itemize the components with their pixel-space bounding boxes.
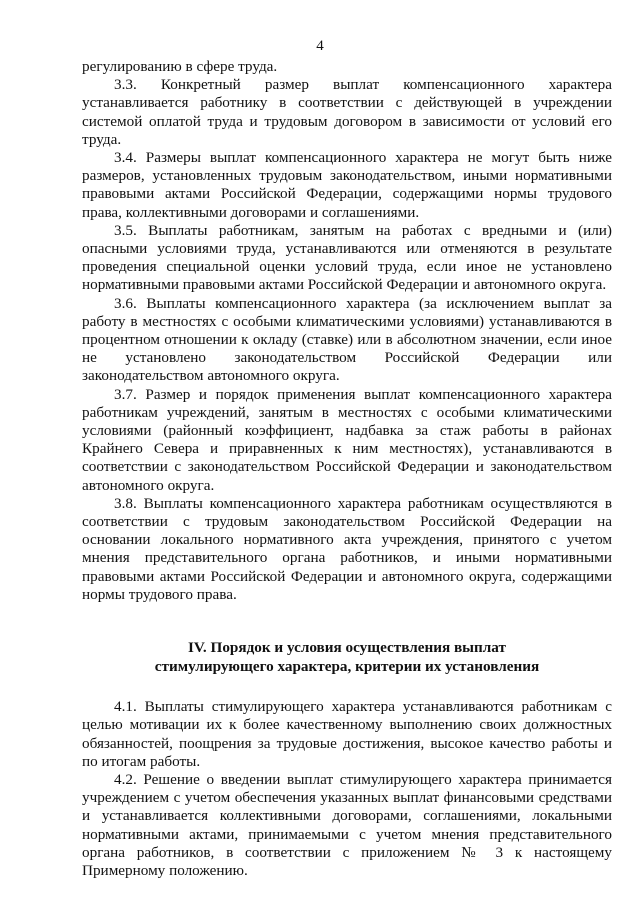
paragraph-3-5: 3.5. Выплаты работникам, занятым на работах с вредными и (или) опасными условиями труда, устанавливаются или отменяются в результате проведения специальной оценки условий труда, если иное не установлено нормативными правовыми актами Российской Федерации и автономного округа. [82, 221, 612, 294]
section-heading-line-1: IV. Порядок и условия осуществления выплат [188, 639, 506, 657]
paragraph-3-6: 3.6. Выплаты компенсационного характера (за исключением выплат за работу в местностях с особыми климатическими условиями) устанавливаются в процентном отношении к окладу (ставке) или в абсолютном значении, если иное не установлено законодательством Российской Федерации или законодательством автономного округа. [82, 294, 612, 385]
section-heading-line-2: стимулирующего характера, критерии их установления [154, 658, 540, 676]
paragraph-3-3: 3.3. Конкретный размер выплат компенсационного характера устанавливается работнику в соответствии с действующей в учреждении системой оплатой труда и трудовым договором в зависимости от условий его труда. [82, 76, 612, 148]
paragraph-continuation: регулированию в сфере труда. [82, 58, 278, 75]
paragraph-4-1: 4.1. Выплаты стимулирующего характера устанавливаются работникам с целью мотивации их к более качественному выполнению своих должностных обязанностей, поощрения за трудовые достижения, высокое качество работы и по итогам работы. [82, 698, 612, 770]
paragraph-3-7: 3.7. Размер и порядок применения выплат компенсационного характера работникам учреждений, занятым в местностях с особыми климатическими условиями (районный коэффициент, надбавка за стаж работы в районах Крайнего Севера и приравненных к ним местностях), устанавливаются в соответствии с законодательством Российской Федерации и законодательством автономного округа. [82, 385, 612, 494]
paragraph-3-4: 3.4. Размеры выплат компенсационного характера не могут быть ниже размеров, установленных трудовым законодательством, иными нормативными правовыми актами Российской Федерации, содержащими нормы трудового права, коллективными договорами и соглашениями. [82, 149, 612, 221]
document-body [82, 58, 612, 880]
paragraph-4-2: 4.2. Решение о введении выплат стимулирующего характера принимается учреждением с учетом обеспечения указанных выплат финансовыми средствами и устанавливается коллективными договорами, соглашениями, локальными нормативными актами, принимаемыми с учетом мнения представительного органа работников, в соответствии с приложением № 3 к настоящему Примерному положению. [82, 770, 612, 879]
paragraph-3-8: 3.8. Выплаты компенсационного характера работникам осуществляются в соответствии с трудовым законодательством Российской Федерации на основании локального нормативного акта учреждения, принятого с учетом мнения представительного органа работников, и иными нормативными правовыми актами Российской Федерации и автономного округа, содержащими нормы трудового права. [82, 494, 612, 603]
section-heading [82, 638, 612, 676]
page-number: 4 [316, 38, 324, 54]
